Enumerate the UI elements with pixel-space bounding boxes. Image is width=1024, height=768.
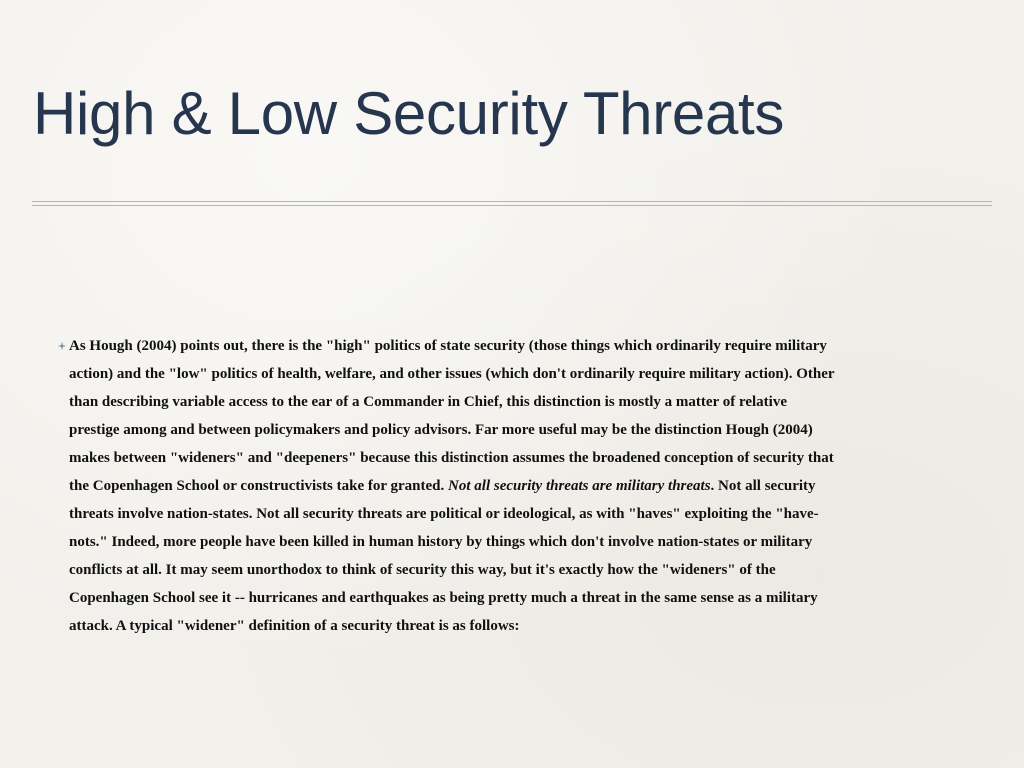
text-line-10: Copenhagen School see it -- hurricanes and earthquakes as being pretty much a threat in the same sense as a military bbox=[69, 590, 818, 606]
slide-title: High & Low Security Threats bbox=[33, 80, 785, 147]
text-line-6-start: the Copenhagen School or constructivists take for granted. bbox=[69, 478, 449, 494]
text-line-2: action) and the "low" politics of health, welfare, and other issues (which don't ordinarily require military action). Other bbox=[69, 366, 835, 382]
text-line-6-end: . Not all security bbox=[710, 478, 816, 494]
text-line-5: makes between "wideners" and "deepeners" because this distinction assumes the broadened conception of security that bbox=[69, 450, 834, 466]
bullet-item bbox=[56, 332, 992, 640]
text-line-7: threats involve nation-states. Not all security threats are political or ideological, as with "haves" exploiting the "have- bbox=[69, 506, 819, 522]
text-line-9: conflicts at all. It may seem unorthodox to think of security this way, but it's exactly how the "wideners" of the bbox=[69, 562, 776, 578]
text-line-8: nots." Indeed, more people have been killed in human history by things which don't involve nation-states or military bbox=[69, 534, 813, 550]
text-line-4: prestige among and between policymakers and policy advisors. Far more useful may be the distinction Hough (2004) bbox=[69, 422, 813, 438]
text-line-11: attack. A typical "widener" definition of a security threat is as follows: bbox=[69, 618, 520, 634]
text-line-1: As Hough (2004) points out, there is the "high" politics of state security (those things which ordinarily require military bbox=[69, 338, 827, 354]
divider-line-top bbox=[32, 201, 992, 202]
bullet-paragraph bbox=[69, 332, 992, 640]
slide-body bbox=[56, 332, 992, 640]
divider-line-bottom bbox=[32, 205, 992, 206]
emphasis-text: Not all security threats are military threats bbox=[448, 478, 711, 494]
text-line-3: than describing variable access to the ear of a Commander in Chief, this distinction is mostly a matter of relative bbox=[69, 394, 787, 410]
cross-bullet-icon bbox=[57, 341, 67, 351]
title-divider bbox=[32, 201, 992, 207]
